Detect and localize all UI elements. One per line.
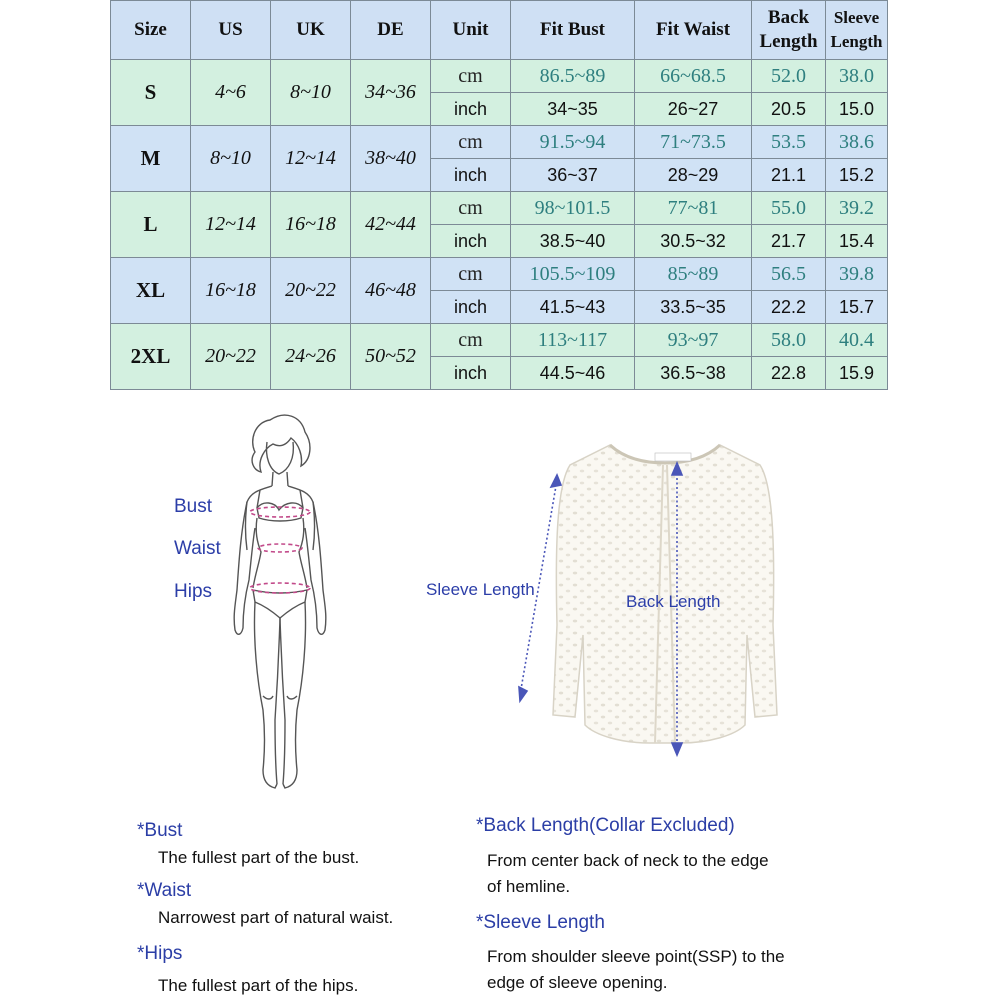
table-row (111, 192, 888, 225)
uk-cell: 24~26 (271, 324, 351, 390)
fit-bust-cm-cell: 113~117 (511, 324, 635, 357)
size-cell: L (111, 192, 191, 258)
back-length-inch-cell: 21.7 (752, 225, 826, 258)
fit-bust-cm-cell: 91.5~94 (511, 126, 635, 159)
us-cell: 16~18 (191, 258, 271, 324)
size-cell: S (111, 60, 191, 126)
unit-inch-cell: inch (431, 357, 511, 390)
de-cell: 42~44 (351, 192, 431, 258)
fit-waist-cm-cell: 77~81 (635, 192, 752, 225)
note-back-text-1: From center back of neck to the edge (487, 851, 769, 870)
us-cell: 4~6 (191, 60, 271, 126)
sleeve-length-cm-cell: 40.4 (826, 324, 888, 357)
fit-bust-cm-cell: 105.5~109 (511, 258, 635, 291)
header-back-length: Back Length (752, 1, 826, 60)
us-cell: 12~14 (191, 192, 271, 258)
unit-cm-cell: cm (431, 60, 511, 93)
back-length-inch-cell: 21.1 (752, 159, 826, 192)
header-sleeve-length: Sleeve Length (826, 1, 888, 60)
note-sleeve-text-2: edge of sleeve opening. (487, 973, 668, 992)
unit-inch-cell: inch (431, 291, 511, 324)
note-waist-text: Narrowest part of natural waist. (158, 908, 394, 927)
sleeve-length-inch-cell: 15.0 (826, 93, 888, 126)
fit-waist-inch-cell: 30.5~32 (635, 225, 752, 258)
label-waist: Waist (174, 538, 221, 559)
table-body (111, 60, 888, 390)
back-length-inch-cell: 20.5 (752, 93, 826, 126)
de-cell: 38~40 (351, 126, 431, 192)
note-back-title: *Back Length(Collar Excluded) (476, 815, 735, 836)
sleeve-length-cm-cell: 39.2 (826, 192, 888, 225)
us-cell: 8~10 (191, 126, 271, 192)
label-hips: Hips (174, 581, 213, 602)
us-cell: 20~22 (191, 324, 271, 390)
header-unit: Unit (431, 1, 511, 60)
note-bust-title: *Bust (137, 820, 183, 841)
back-length-cm-cell: 58.0 (752, 324, 826, 357)
table-row (111, 324, 888, 357)
uk-cell: 16~18 (271, 192, 351, 258)
label-bust: Bust (174, 496, 213, 517)
fit-waist-inch-cell: 36.5~38 (635, 357, 752, 390)
label-back-length: Back Length (626, 592, 721, 611)
header-us: US (191, 1, 271, 60)
back-length-inch-cell: 22.8 (752, 357, 826, 390)
size-chart-table (110, 0, 888, 390)
unit-cm-cell: cm (431, 192, 511, 225)
header-fit-waist: Fit Waist (635, 1, 752, 60)
header-fit-bust: Fit Bust (511, 1, 635, 60)
back-length-cm-cell: 56.5 (752, 258, 826, 291)
fit-waist-inch-cell: 28~29 (635, 159, 752, 192)
de-cell: 50~52 (351, 324, 431, 390)
fit-bust-cm-cell: 86.5~89 (511, 60, 635, 93)
fit-waist-cm-cell: 85~89 (635, 258, 752, 291)
de-cell: 34~36 (351, 60, 431, 126)
table-header-row (111, 1, 888, 60)
fit-bust-inch-cell: 41.5~43 (511, 291, 635, 324)
table-row (111, 126, 888, 159)
unit-inch-cell: inch (431, 93, 511, 126)
fit-waist-cm-cell: 66~68.5 (635, 60, 752, 93)
back-length-cm-cell: 55.0 (752, 192, 826, 225)
table-row (111, 258, 888, 291)
note-sleeve-title: *Sleeve Length (476, 912, 605, 933)
header-de: DE (351, 1, 431, 60)
back-length-cm-cell: 52.0 (752, 60, 826, 93)
unit-inch-cell: inch (431, 225, 511, 258)
sleeve-length-inch-cell: 15.7 (826, 291, 888, 324)
header-uk: UK (271, 1, 351, 60)
note-waist-title: *Waist (137, 880, 192, 901)
body-figure (215, 400, 365, 800)
uk-cell: 20~22 (271, 258, 351, 324)
fit-waist-cm-cell: 93~97 (635, 324, 752, 357)
label-sleeve-length: Sleeve Length (426, 580, 535, 599)
note-back-text-2: of hemline. (487, 877, 571, 896)
unit-cm-cell: cm (431, 258, 511, 291)
back-length-cm-cell: 53.5 (752, 126, 826, 159)
header-size: Size (111, 1, 191, 60)
sleeve-length-inch-cell: 15.9 (826, 357, 888, 390)
note-bust-text: The fullest part of the bust. (158, 848, 360, 867)
sleeve-length-cm-cell: 38.0 (826, 60, 888, 93)
note-sleeve-text-1: From shoulder sleeve point(SSP) to the (487, 947, 785, 966)
back-length-inch-cell: 22.2 (752, 291, 826, 324)
fit-waist-cm-cell: 71~73.5 (635, 126, 752, 159)
note-hips-title: *Hips (137, 943, 183, 964)
de-cell: 46~48 (351, 258, 431, 324)
fit-bust-inch-cell: 36~37 (511, 159, 635, 192)
size-cell: M (111, 126, 191, 192)
sleeve-length-cm-cell: 39.8 (826, 258, 888, 291)
uk-cell: 8~10 (271, 60, 351, 126)
unit-cm-cell: cm (431, 126, 511, 159)
fit-waist-inch-cell: 26~27 (635, 93, 752, 126)
unit-cm-cell: cm (431, 324, 511, 357)
sleeve-length-inch-cell: 15.2 (826, 159, 888, 192)
size-cell: XL (111, 258, 191, 324)
fit-bust-inch-cell: 34~35 (511, 93, 635, 126)
unit-inch-cell: inch (431, 159, 511, 192)
fit-waist-inch-cell: 33.5~35 (635, 291, 752, 324)
note-hips-text: The fullest part of the hips. (158, 976, 359, 995)
fit-bust-cm-cell: 98~101.5 (511, 192, 635, 225)
sleeve-length-inch-cell: 15.4 (826, 225, 888, 258)
fit-bust-inch-cell: 44.5~46 (511, 357, 635, 390)
uk-cell: 12~14 (271, 126, 351, 192)
fit-bust-inch-cell: 38.5~40 (511, 225, 635, 258)
sleeve-length-cm-cell: 38.6 (826, 126, 888, 159)
size-cell: 2XL (111, 324, 191, 390)
table-row (111, 60, 888, 93)
